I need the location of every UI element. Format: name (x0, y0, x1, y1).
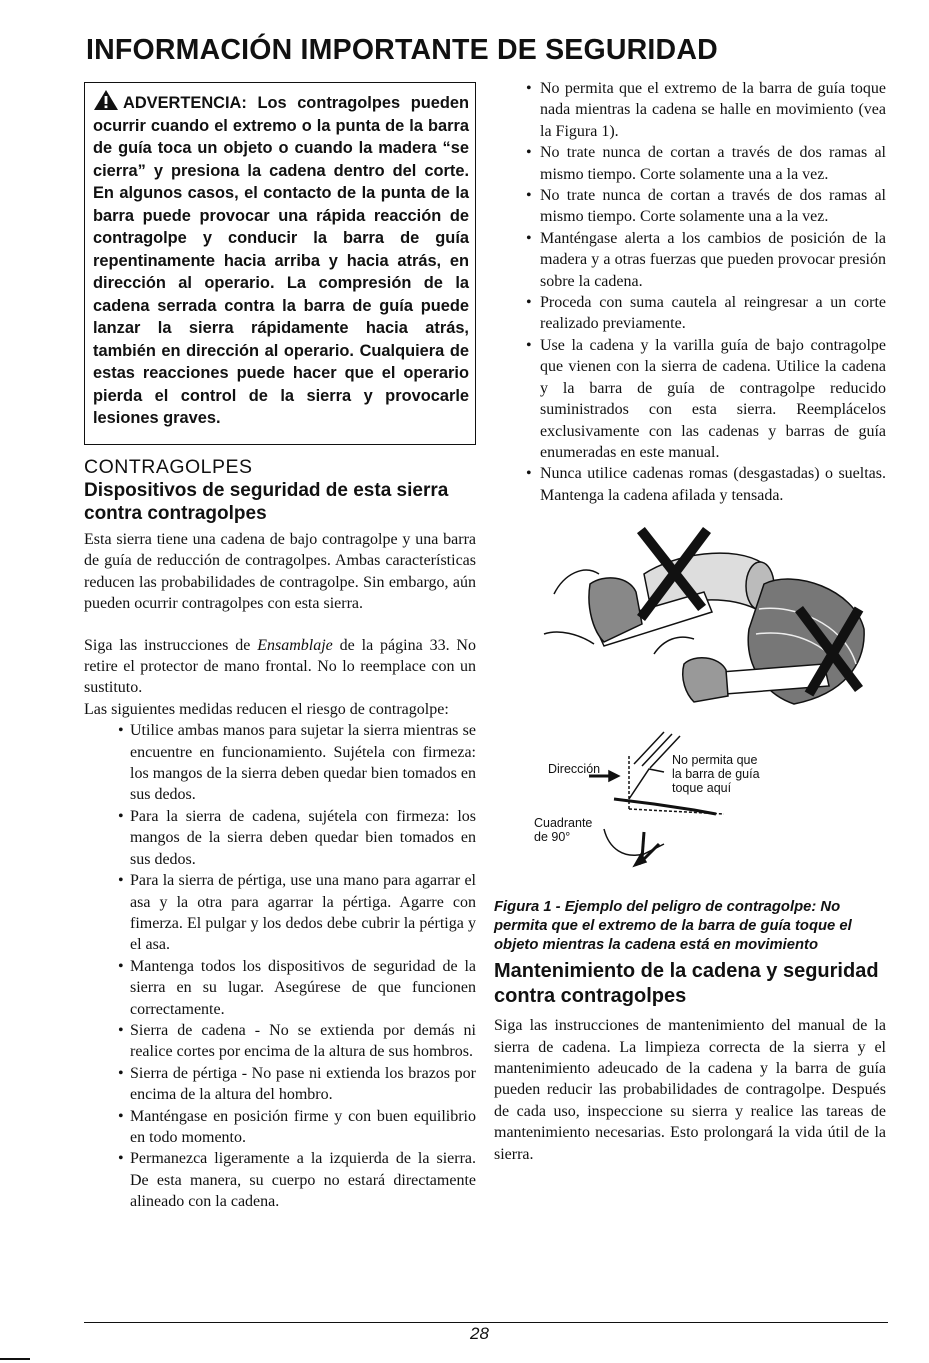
left-column (84, 82, 476, 1213)
list-item: • Manténgase en posición firme y con buen equilibrio en todo momento. (118, 1107, 476, 1146)
list-item: • No trate nunca de cortan a través de dos ramas al mismo tiempo. Corte solamente una a la vez. (526, 144, 886, 183)
page-number: 28 (470, 1324, 489, 1343)
paragraph-mantenimiento: Siga las instrucciones de mantenimiento del manual de la sierra de cadena. La limpieza correcta de la sierra y el mantenimiento adeucado de la cadena y la barra de guía pueden reducir las probabilidades de contragolpe. Después de cada uso, inspeccione su sierra y realice las tareas de mantenimiento necesarias. Esto prolongará la vida útil de la sierra. (494, 1017, 886, 1163)
paragraph-intro: Esta sierra tiene una cadena de bajo contragolpe y una barra de guía de reducción de contragolpes. Ambas características reducen las probabilidades de contragolpe. Sin embargo, aún pueden ocurrir contragolpes con esta sierra. (84, 531, 476, 613)
kickback-figure (494, 514, 886, 894)
scan-corner-mark (0, 1358, 30, 1360)
list-item: • Proceda con suma cautela al reingresar a un corte realizado previamente. (526, 294, 886, 333)
list-item: • Nunca utilice cadenas romas (desgastadas) o sueltas. Mantenga la cadena afilada y tensada. (526, 465, 886, 504)
list-item: • Para la sierra de pértiga, use una mano para agarrar el asa y la otra para agarrar la pértiga. Agarre con fimerza. El pulgar y los dedos debe cubrir la pértiga y el asa. (118, 872, 476, 954)
warning-box (84, 82, 476, 445)
list-item: • Use la cadena y la varilla guía de bajo contragolpe que vienen con la sierra de cadena. Utilice la cadena y la barra de guía de contragolpe reducido suministrados con esta sierra. Reemplácelos exclusivamente con las cadenas y barras de guía enumeradas en este manual. (526, 336, 886, 461)
list-item: • Mantenga todos los dispositivos de seguridad de la sierra en su lugar. Asegúrese de que funcionen correctamente. (118, 957, 476, 1018)
subheading-mantenimiento: Mantenimiento de la cadena y seguridad contra contragolpes (494, 960, 879, 1008)
warning-triangle-icon (93, 89, 119, 111)
page-title: INFORMACIÓN IMPORTANTE DE SEGURIDAD (86, 34, 718, 66)
right-column (494, 78, 886, 1165)
paragraph-measures: Las siguientes medidas reducen el riesgo de contragolpe: (84, 700, 449, 718)
figure-label-quadrant: Cuadrante de 90° (534, 816, 593, 845)
subheading-dispositivos: Dispositivos de seguridad de esta sierra contra contragolpes (84, 480, 449, 524)
warning-text: ADVERTENCIA: Los contragolpes pueden ocurrir cuando el extremo o la punta de la barra de guía toca un objeto o cuando la madera “se cierra” y presiona la cadena dentro del corte. En algunos casos, el contacto de la punta de la barra puede provocar una rápida reacción de contragolpe y conducir la barra de guía repentinamente hacia arriba y hacia atrás, en dirección al operario. La compresión de la cadena serrada contra la barra de guía puede lanzar la sierra rápidamente hacia atrás, también en dirección al operario. Cualquiera de estas reacciones puede hacer que el operario pierda el control de la sierra y provocarle lesiones graves. (93, 94, 469, 427)
list-item: • Sierra de pértiga - No pase ni extienda los brazos por encima de la altura del hombro. (118, 1064, 476, 1104)
list-item: • No permita que el extremo de la barra de guía toque nada mientras la cadena se halle en movimiento (vea la Figura 1). (526, 80, 886, 140)
figure-caption: Figura 1 - Ejemplo del peligro de contragolpe: No permita que el extremo de la barra de guía toque el objeto mientras la cadena está en movimiento (494, 899, 852, 954)
list-item: • Para la sierra de cadena, sujétela con firmeza: los mangos de la sierra deben quedar bien tomados en sus dedos. (118, 807, 476, 868)
safety-list (494, 78, 886, 506)
list-item: • Sierra de cadena - No se extienda por demás ni realice cortes por encima de la altura de sus hombros. (118, 1021, 476, 1061)
list-item: • Permanezca ligeramente a la izquierda de la sierra. De esta manera, su cuerpo no estará directamente alineado con la cadena. (118, 1150, 476, 1211)
section-heading-contragolpes: CONTRAGOLPES (84, 456, 253, 478)
measures-list (84, 720, 476, 1212)
footer-rule (84, 1322, 888, 1323)
assembly-reference: Ensamblaje (257, 636, 333, 654)
list-item: • Utilice ambas manos para sujetar la sierra mientras se encuentre en funcionamiento. Sujétela con firmeza: los mangos de la sierra deben quedar bien tomados en sus dedos. (118, 722, 476, 804)
figure-label-no-touch: No permita que la barra de guía toque aquí (672, 753, 760, 796)
figure-label-direction: Dirección (548, 762, 601, 777)
list-item: • Manténgase alerta a los cambios de posición de la madera y a otras fuerzas que pueden provocar presión sobre la cadena. (526, 229, 886, 290)
list-item: • No trate nunca de cortan a través de dos ramas al mismo tiempo. Corte solamente una a la vez. (526, 187, 886, 226)
paragraph-assembly: Siga las instrucciones de Ensamblaje de la página 33. No retire el protector de mano frontal. No lo reemplace con un sustituto. (84, 636, 476, 697)
